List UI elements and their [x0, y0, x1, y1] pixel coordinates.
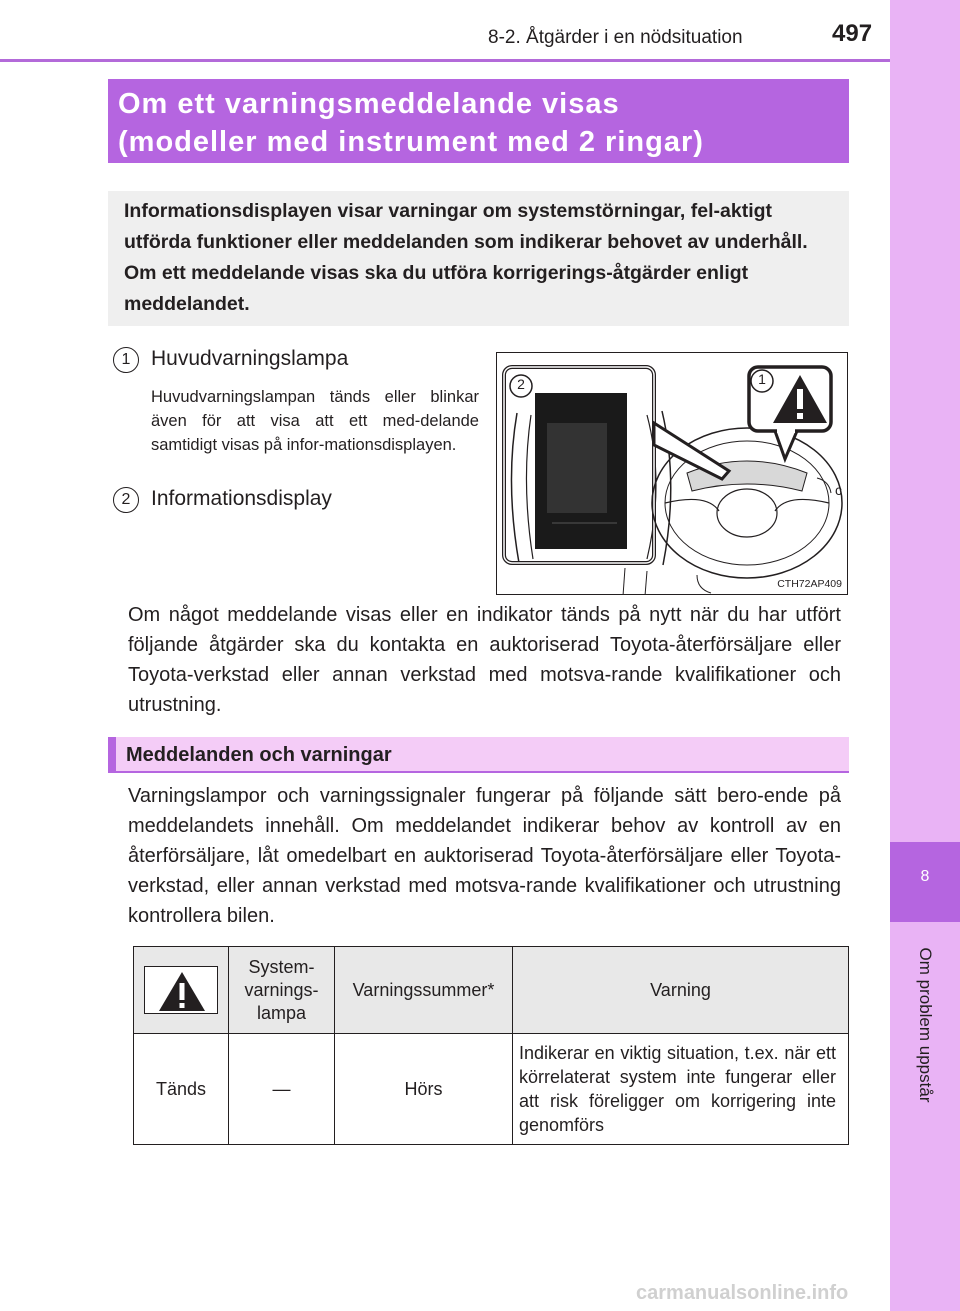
- table-row: [134, 1034, 849, 1145]
- chapter-title[interactable]: Om problem uppstår: [916, 947, 935, 1103]
- warning-triangle-frame: [144, 966, 218, 1014]
- cell-warning-description: Indikerar en viktig situation, t.ex. när ett körrelaterat system inte fungerar eller att risk föreligger om korrigering inte genomförs: [513, 1034, 849, 1145]
- chapter-number[interactable]: 8: [890, 842, 960, 922]
- item-label-1: Huvudvarningslampa: [151, 347, 349, 370]
- header-lamp-line3: lampa: [256, 1002, 307, 1023]
- item-master-warning-light: [113, 347, 348, 373]
- section-title: 8-2. Åtgärder i en nödsituation: [488, 27, 743, 48]
- item-description-1: Huvudvarningslampan tänds eller blinkar även för att visa att ett med-delande samtidigt visas på infor-mationsdisplayen.: [151, 388, 479, 454]
- item-number-1: 1: [113, 347, 139, 373]
- paragraph-contact-dealer: Om något meddelande visas eller en indikator tänds på nytt när du har utfört följande åtgärder ska du kontakta en auktoriserad Toyota-återförsäljare eller Toyota-verkstad eller annan verkstad med motsva-rande kvalifikationer och utrustning.: [128, 604, 841, 716]
- header-lamp-line2: varnings-: [244, 979, 319, 1000]
- item-number-2: 2: [113, 487, 139, 513]
- cell-lamp-state: Tänds: [134, 1034, 229, 1145]
- cell-lamp-dash: —: [229, 1034, 335, 1145]
- header-system-lamp: [229, 947, 335, 1034]
- intro-text: Informationsdisplayen visar varningar om systemstörningar, fel-aktigt utförda funktioner eller meddelanden som indikerar behovet av underhåll. Om ett meddelande visas ska du utföra korrigerings-åtgärder enligt meddelandet.: [108, 191, 849, 326]
- header-warning-icon-cell: [134, 947, 229, 1034]
- watermark: carmanualsonline.info: [636, 1282, 849, 1304]
- paragraph-warning-behaviour: Varningslampor och varningssignaler fungerar på följande sätt bero-ende på meddelandets innehåll. Om meddelandet indikerar behov av kontroll av en återförsäljare, låt omedelbart en auktoriserad Toyota-återförsäljare eller Toyota-verkstad, eller annan verkstad med motsva-rande kvalifikationer och utrustning kontrollera bilen.: [128, 785, 841, 927]
- subheading-messages-warnings: Meddelanden och varningar: [108, 737, 849, 773]
- item-information-display: [113, 487, 332, 513]
- page-title: [108, 79, 849, 163]
- callout-number-1: 1: [758, 371, 766, 387]
- cell-buzzer-state: Hörs: [335, 1034, 513, 1145]
- table-header-row: [134, 947, 849, 1034]
- warning-triangle-icon: [145, 967, 219, 1015]
- svg-text:c: c: [835, 482, 842, 498]
- side-tab: [890, 0, 960, 1311]
- dashboard-drawing: [497, 353, 848, 595]
- header-lamp-line1: System-: [248, 956, 315, 977]
- page-title-line1: Om ett varningsmeddelande visas: [118, 88, 620, 120]
- figure-code: CTH72AP409: [777, 578, 842, 590]
- callout-number-2: 2: [517, 376, 525, 392]
- instrument-illustration: [496, 352, 848, 595]
- item-label-2: Informationsdisplay: [151, 487, 332, 510]
- warning-table: [133, 946, 849, 1145]
- page-number: 497: [832, 20, 873, 47]
- header-buzzer: Varningssummer*: [335, 947, 513, 1034]
- header-warning: Varning: [513, 947, 849, 1034]
- page-title-line2: (modeller med instrument med 2 ringar): [118, 126, 704, 158]
- header-divider: [0, 59, 890, 62]
